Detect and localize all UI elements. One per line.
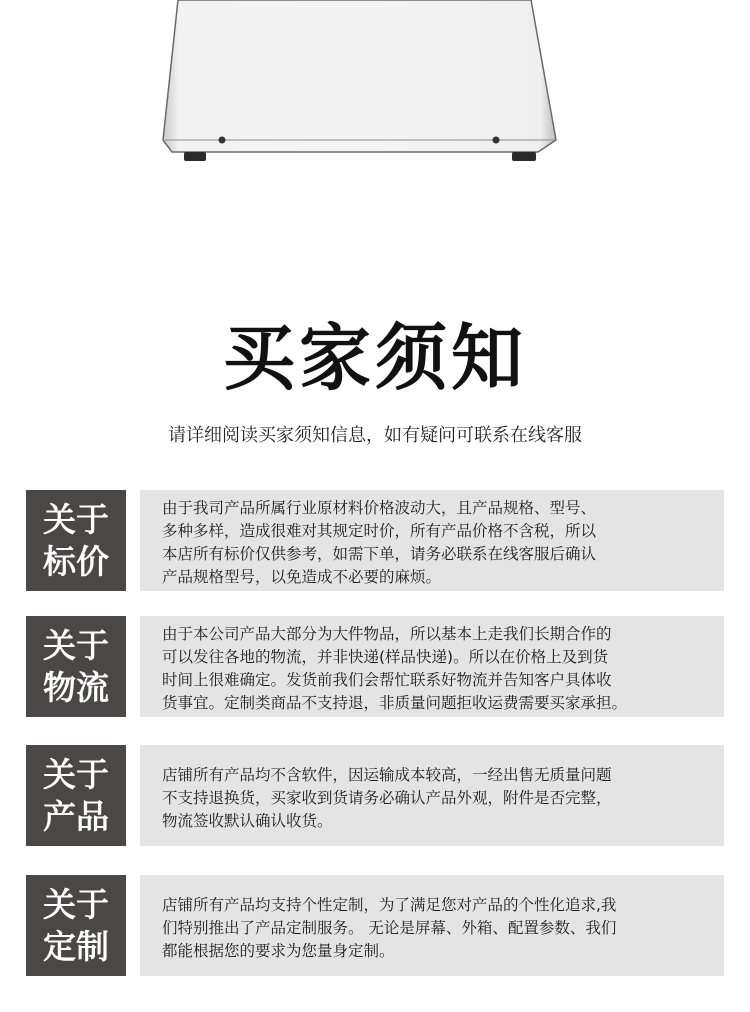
notice-text-line: 由于本公司产品大部分为大件物品，所以基本上走我们长期合作的 xyxy=(162,625,612,643)
notice-text-line: 时间上很难确定。发货前我们会帮忙联系好物流并告知客户具体收 xyxy=(162,671,612,689)
notice-text-line: 产品规格型号，以免造成不必要的麻烦。 xyxy=(162,568,442,586)
notice-text xyxy=(140,745,724,846)
notice-logistics xyxy=(26,616,724,717)
notice-text-line: 物流签收默认确认收货。 xyxy=(162,811,333,830)
notice-label-line: 产品 xyxy=(43,796,109,836)
page-subtitle: 请详细阅读买家须知信息，如有疑问可联系在线客服 xyxy=(168,425,582,446)
notice-label-line: 关于 xyxy=(43,754,109,794)
notice-text xyxy=(140,616,724,717)
notice-text xyxy=(140,490,724,591)
notice-label xyxy=(26,616,126,717)
notice-text-line: 店铺所有产品均支持个性定制，为了满足您对产品的个性化追求,我 xyxy=(162,895,617,914)
notice-label-line: 关于 xyxy=(43,884,109,924)
notice-text-line: 都能根据您的要求为您量身定制。 xyxy=(162,941,395,960)
notice-label-line: 标价 xyxy=(43,541,109,581)
notice-text-line: 货事宜。定制类商品不支持退，非质量问题拒收运费需要买家承担。 xyxy=(162,694,628,712)
notice-text-line: 由于我司产品所属行业原材料价格波动大，且产品规格、型号、 xyxy=(162,499,597,517)
product-image xyxy=(0,0,750,175)
notice-label-line: 关于 xyxy=(43,625,109,665)
notice-text xyxy=(140,875,724,976)
notice-text-line: 不支持退换货，买家收到货请务必确认产品外观，附件是否完整， xyxy=(162,788,612,807)
page-title: 买家须知 xyxy=(222,316,527,400)
notice-label xyxy=(26,875,126,976)
notice-text-line: 可以发往各地的物流，并非快递(样品快递)。所以在价格上及到货 xyxy=(162,648,609,666)
notice-text-line: 本店所有标价仅供参考，如需下单，请务必联系在线客服后确认 xyxy=(162,545,597,563)
notice-label xyxy=(26,490,126,591)
notice-text-line: 店铺所有产品均不含软件，因运输成本较高，一经出售无质量问题 xyxy=(162,765,612,784)
notice-pricing xyxy=(26,490,724,591)
notice-text-line: 多种多样，造成很难对其规定时价，所有产品价格不含税，所以 xyxy=(162,522,597,540)
notice-label-line: 定制 xyxy=(43,926,109,966)
notice-label-line: 物流 xyxy=(43,667,109,707)
notice-customization xyxy=(26,875,724,976)
notice-label-line: 关于 xyxy=(43,499,109,539)
notice-text-line: 们特别推出了产品定制服务。 无论是屏幕、外箱、配置参数、我们 xyxy=(162,918,617,937)
notice-product xyxy=(26,745,724,846)
notice-label xyxy=(26,745,126,846)
